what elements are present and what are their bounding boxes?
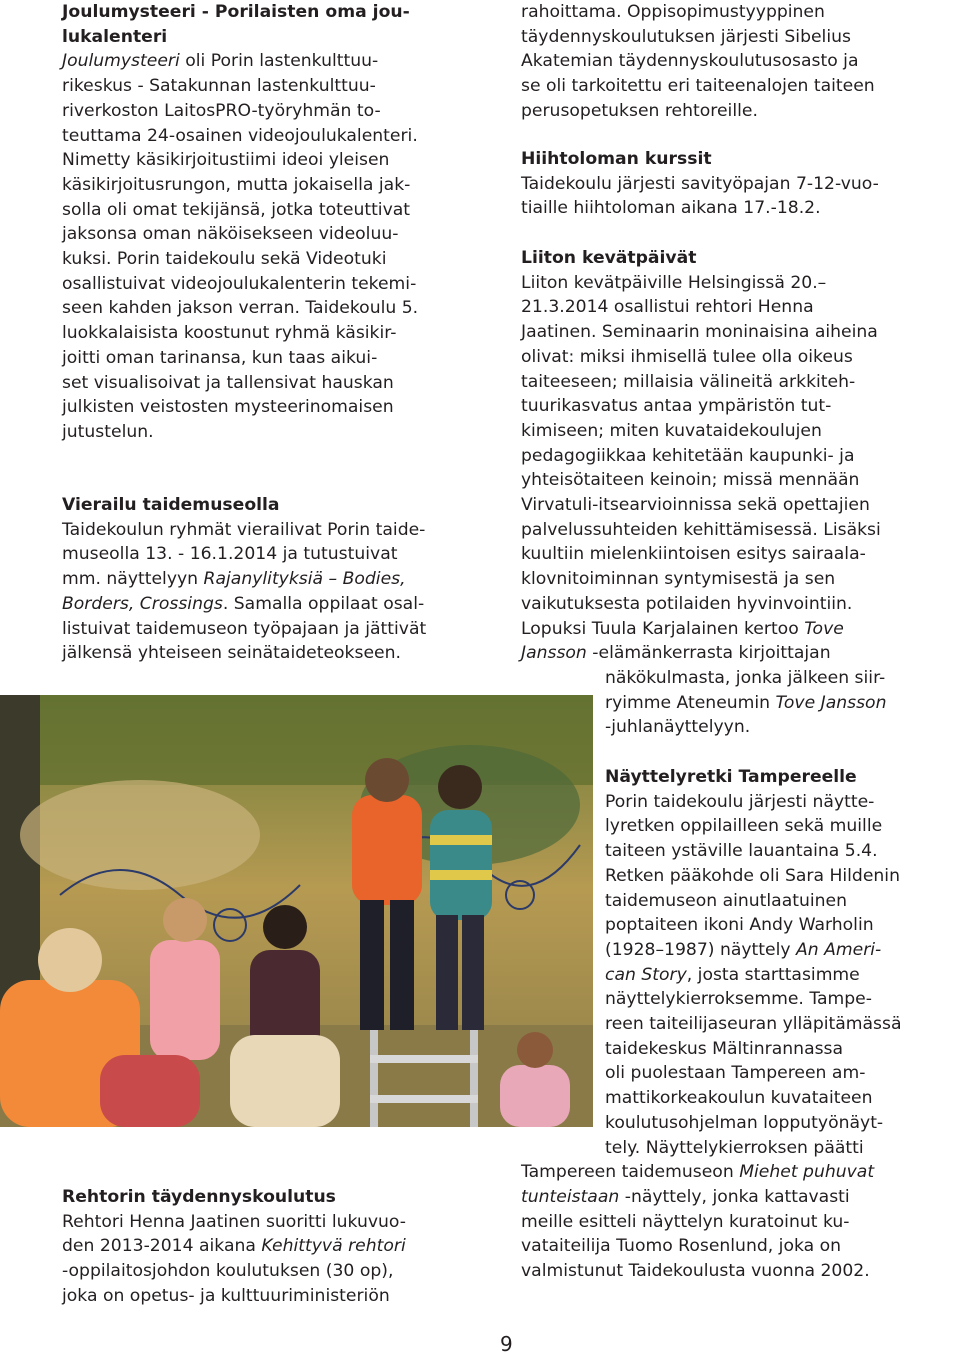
text-run: mm. näyttelyyn — [62, 569, 204, 590]
text-line — [521, 1185, 960, 1210]
section-nayttelyretki — [521, 765, 960, 1284]
text-line — [62, 1210, 502, 1235]
text-line — [62, 395, 502, 420]
text-line — [605, 790, 960, 815]
italic-run: Jansson — [521, 643, 587, 664]
text-run: palvelussuhteiden kehittämisessä. Lisäksi — [521, 519, 881, 540]
italic-run: Joulumysteeri — [62, 51, 180, 72]
section-title: Hiihtoloman kurssit — [521, 149, 712, 169]
text-run: den 2013-2014 aikana — [62, 1236, 262, 1257]
text-run: jaksonsa oman näköisekseen videoluu- — [62, 224, 399, 245]
section-body — [521, 1160, 960, 1284]
section-title: Näyttelyretki Tampereelle — [605, 767, 857, 787]
text-line — [521, 0, 960, 25]
text-run: jälkensä yhteiseen seinätaideteokseen. — [62, 643, 401, 664]
text-run: valmistunut Taidekoulusta vuonna 2002. — [521, 1261, 870, 1282]
text-line — [62, 124, 502, 149]
section-hiihtoloman — [521, 147, 960, 221]
section-title: lukalenteri — [62, 26, 168, 47]
text-run: pedagogiikkaa kehitetään kaupunki- ja — [521, 445, 855, 466]
text-line — [521, 99, 960, 124]
text-run: . Samalla oppilaat osal- — [222, 593, 425, 614]
text-line — [62, 49, 502, 74]
text-run: klovnitoiminnan syntymisestä ja sen — [521, 569, 836, 590]
text-run: Virvatuli-itsearvioinnissa sekä opettajien — [521, 495, 870, 516]
section-body — [62, 1210, 502, 1309]
text-line — [521, 1234, 960, 1259]
text-line — [521, 1160, 960, 1185]
text-line — [521, 542, 960, 567]
text-line — [521, 271, 960, 296]
text-run: kuksi. Porin taidekoulu sekä Videotuki — [62, 249, 387, 270]
text-run: solla oli omat tekijänsä, jotka toteuttivat — [62, 199, 411, 220]
text-run: kimiseen; miten kuvataidekoulujen — [521, 420, 822, 441]
text-line — [521, 641, 960, 666]
section-rehtorin-continued — [521, 0, 960, 124]
section-body — [521, 271, 960, 666]
children-mural-photo — [0, 695, 593, 1127]
italic-run: An Ameri- — [796, 939, 882, 960]
text-line — [62, 198, 502, 223]
text-run: set visualisoivat ja tallensivat hauskan — [62, 372, 394, 393]
text-line — [62, 346, 502, 371]
text-run: rahoittama. Oppisopimustyyppinen — [521, 2, 825, 22]
page-number: 9 — [500, 1332, 513, 1356]
text-line — [605, 666, 960, 691]
text-line — [62, 222, 502, 247]
text-line — [605, 1111, 960, 1136]
text-run: tuurikasvatus antaa ympäristön tut- — [521, 396, 832, 417]
text-line — [605, 1061, 960, 1086]
text-run: mattikorkeakoulun kuvataiteen — [605, 1088, 873, 1109]
text-run: koulutusohjelman lopputyönäyt- — [605, 1112, 884, 1133]
text-line — [521, 518, 960, 543]
text-run: täydennyskoulutuksen järjesti Sibelius — [521, 26, 851, 47]
text-line — [521, 196, 960, 221]
text-line — [521, 295, 960, 320]
text-run: Taidekoulu järjesti savityöpajan 7-12-vuo- — [521, 173, 879, 194]
text-run: luokkalaisista koostunut ryhmä käsikir- — [62, 323, 397, 344]
text-line — [521, 493, 960, 518]
text-run: Jaatinen. Seminaarin moninaisina aiheina — [521, 322, 878, 343]
text-line — [521, 25, 960, 50]
text-line — [605, 913, 960, 938]
text-run: taiteen ystäville lauantaina 5.4. — [605, 841, 878, 862]
text-run: -juhlanäyttelyyn. — [605, 717, 751, 738]
section-liiton — [521, 246, 960, 740]
mural-illustration — [0, 695, 593, 1127]
section-body-indented — [605, 790, 960, 1161]
italic-run: tunteistaan — [521, 1186, 620, 1207]
text-line — [521, 468, 960, 493]
text-line — [62, 567, 502, 592]
text-run: poptaiteen ikoni Andy Warholin — [605, 915, 874, 936]
text-line — [605, 839, 960, 864]
text-run: se oli tarkoitettu eri taiteenalojen taiteen — [521, 76, 875, 97]
text-line — [521, 345, 960, 370]
italic-run: Rajanylityksiä – Bodies, — [203, 569, 406, 590]
text-run: Akatemian täydennyskoulutusosasto ja — [521, 51, 859, 72]
text-run: Nimetty käsikirjoitustiimi ideoi yleisen — [62, 150, 390, 171]
text-run: Lopuksi Tuula Karjalainen kertoo — [521, 618, 805, 639]
text-run: museolla 13. - 16.1.2014 ja tutustuivat — [62, 544, 398, 565]
text-line — [605, 691, 960, 716]
section-body — [62, 49, 502, 444]
text-line — [62, 542, 502, 567]
text-line — [521, 320, 960, 345]
text-line — [62, 99, 502, 124]
section-body-indented — [605, 666, 960, 740]
text-line — [605, 938, 960, 963]
text-run: listuivat taidemuseon työpajaan ja jättivät — [62, 618, 427, 639]
text-run: oli puolestaan Tampereen am- — [605, 1063, 866, 1084]
section-body — [62, 518, 502, 666]
text-run: kuultiin mielenkiintoisen esitys sairaala- — [521, 544, 866, 565]
italic-run: Miehet puhuvat — [739, 1162, 875, 1183]
text-run: riverkoston LaitosPRO-työryhmän to- — [62, 100, 381, 121]
text-run: käsikirjoitusrungon, mutta jokaisella jak- — [62, 174, 411, 195]
text-run: julkisten veistosten mysteerinomaisen — [62, 397, 394, 418]
section-title: Liiton kevätpäivät — [521, 248, 697, 268]
italic-run: Borders, Crossings — [62, 593, 223, 614]
text-run: tely. Näyttelykierroksen päätti — [605, 1137, 864, 1158]
text-run: näkökulmasta, jonka jälkeen siir- — [605, 667, 886, 688]
text-run: vaikutuksesta potilaiden hyvinvointiin. — [521, 593, 853, 614]
text-line — [605, 1037, 960, 1062]
text-run: Liiton kevätpäiville Helsingissä 20.– — [521, 272, 827, 293]
text-run: meille esitteli näyttelyn kuratoinut ku- — [521, 1211, 850, 1232]
text-line — [521, 74, 960, 99]
text-run: näyttelykierroksemme. Tampe- — [605, 989, 872, 1010]
text-run: yhteisötaiteen keinoin; missä mennään — [521, 470, 860, 491]
text-line — [521, 592, 960, 617]
section-title: Rehtorin täydennyskoulutus — [62, 1187, 336, 1207]
italic-run: Tove — [804, 618, 844, 639]
text-line — [521, 1259, 960, 1284]
italic-run: Kehittyvä rehtori — [261, 1236, 406, 1257]
text-run: vataiteilija Tuomo Rosenlund, joka on — [521, 1236, 842, 1257]
text-run: Taidekoulun ryhmät vierailivat Porin taide- — [62, 519, 426, 540]
text-run: taidekeskus Mältinrannassa — [605, 1038, 844, 1059]
text-line — [605, 1012, 960, 1037]
text-run: Rehtori Henna Jaatinen suoritti lukuvuo- — [62, 1211, 406, 1232]
text-line — [62, 641, 502, 666]
text-line — [62, 420, 502, 445]
text-line — [605, 963, 960, 988]
section-rehtorin — [62, 1185, 502, 1309]
section-body — [521, 0, 960, 124]
text-run: osallistuivat videojoulukalenterin tekemi- — [62, 273, 417, 294]
section-vierailu — [62, 493, 502, 666]
text-run: taiteeseen; millaisia välineitä arkkiteh- — [521, 371, 856, 392]
text-line — [605, 987, 960, 1012]
text-line — [521, 617, 960, 642]
text-line — [605, 715, 960, 740]
section-body — [521, 172, 960, 221]
text-run: seen kahden jakson verran. Taidekoulu 5. — [62, 298, 419, 319]
text-line — [605, 864, 960, 889]
section-title: Joulumysteeri - Porilaisten oma jou- — [62, 2, 410, 22]
text-line — [62, 371, 502, 396]
text-run: lyretken oppilailleen sekä muille — [605, 816, 883, 837]
text-run: Tampereen taidemuseon — [521, 1162, 740, 1183]
text-run: jutustelun. — [62, 421, 154, 442]
text-line — [62, 592, 502, 617]
text-run: reen taiteilijaseuran ylläpitämässä — [605, 1014, 902, 1035]
text-run: taidemuseon ainutlaatuinen — [605, 890, 848, 911]
section-joulumysteeri — [62, 0, 502, 445]
text-line — [521, 394, 960, 419]
text-run: joka on opetus- ja kulttuuriministeriön — [62, 1285, 390, 1306]
text-line — [521, 49, 960, 74]
text-line — [62, 247, 502, 272]
text-run: Porin taidekoulu järjesti näytte- — [605, 791, 875, 812]
text-run: perusopetuksen rehtoreille. — [521, 100, 758, 121]
text-line — [605, 1136, 960, 1161]
text-line — [62, 321, 502, 346]
text-line — [521, 444, 960, 469]
text-run: rikeskus - Satakunnan lastenkulttuu- — [62, 76, 376, 97]
text-run: olivat: miksi ihmisellä tulee olla oikeus — [521, 346, 853, 367]
section-title: Vierailu taidemuseolla — [62, 495, 280, 515]
text-run: teuttama 24-osainen videojoulukalenteri. — [62, 125, 418, 146]
text-run: -näyttely, jonka kattavasti — [619, 1186, 850, 1207]
text-run: , josta starttasimme — [686, 964, 860, 985]
text-line — [521, 1210, 960, 1235]
text-line — [62, 173, 502, 198]
text-line — [62, 74, 502, 99]
text-line — [62, 518, 502, 543]
text-line — [605, 889, 960, 914]
text-line — [62, 148, 502, 173]
text-line — [62, 1234, 502, 1259]
italic-run: Tove Jansson — [775, 692, 887, 713]
text-run: tiaille hiihtoloman aikana 17.-18.2. — [521, 198, 821, 219]
text-line — [521, 567, 960, 592]
text-line — [521, 370, 960, 395]
text-run: oli Porin lastenkulttuu- — [179, 51, 379, 72]
text-line — [521, 172, 960, 197]
italic-run: can Story — [605, 964, 687, 985]
text-line — [605, 1086, 960, 1111]
text-run: ryimme Ateneumin — [605, 692, 776, 713]
text-line — [62, 296, 502, 321]
text-line — [62, 1259, 502, 1284]
text-run: 21.3.2014 osallistui rehtori Henna — [521, 297, 814, 318]
text-run: Retken pääkohde oli Sara Hildenin — [605, 865, 900, 886]
text-run: -elämänkerrasta kirjoittajan — [586, 643, 831, 664]
text-line — [62, 617, 502, 642]
text-run: joitti oman tarinansa, kun taas aikui- — [62, 347, 378, 368]
text-line — [62, 272, 502, 297]
text-line — [521, 419, 960, 444]
text-run: (1928–1987) näyttely — [605, 939, 797, 960]
text-line — [605, 814, 960, 839]
text-run: -oppilaitosjohdon koulutuksen (30 op), — [62, 1261, 394, 1282]
text-line — [62, 1284, 502, 1309]
